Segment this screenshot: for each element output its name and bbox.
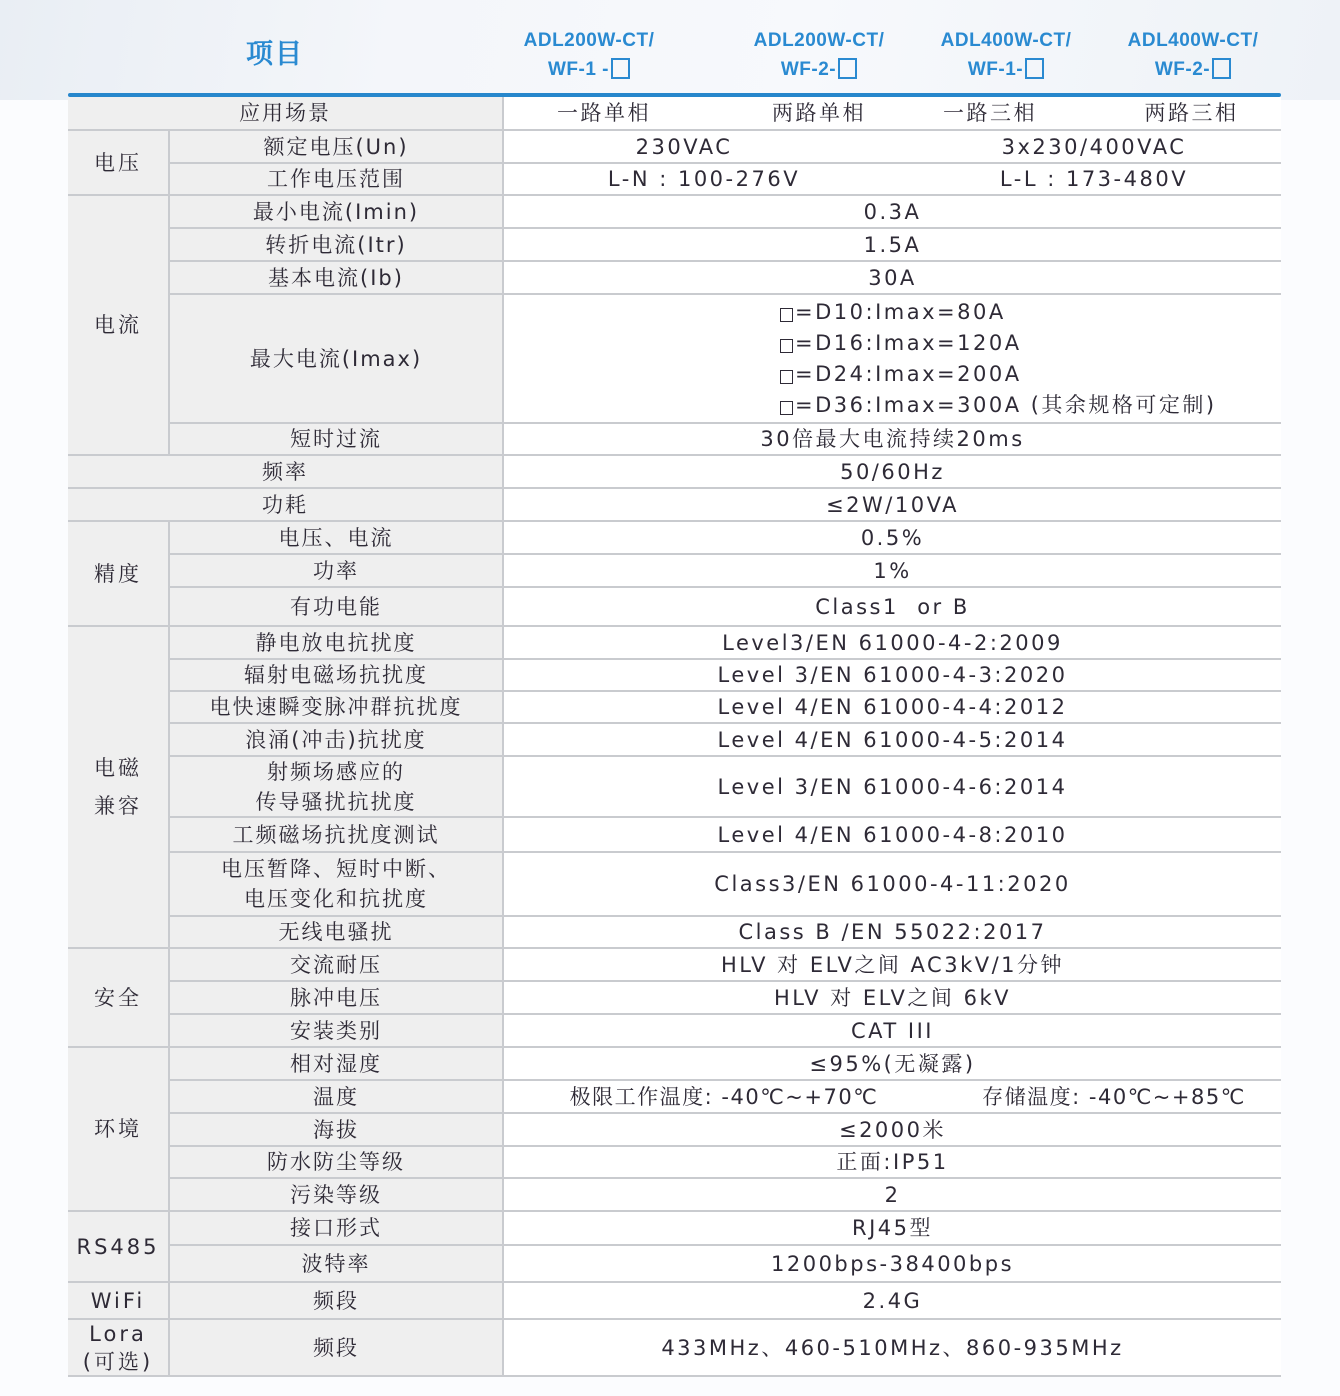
row-label: 工频磁场抗扰度测试 [170,818,504,851]
row-label: 基本电流(Ib) [170,262,504,293]
row-label: 转折电流(Itr) [170,229,504,260]
model-column-3 [923,26,1089,84]
row-value [504,295,1281,422]
three-phase-value: L-L : 173-480V [999,167,1189,191]
group-label-line2: (可选) [82,1349,154,1374]
row-value [504,1081,1281,1112]
model-2-line2 [736,55,902,84]
max-current-option [780,359,1022,390]
single-phase-value: L-N : 100-276V [607,167,801,191]
row-value: 433MHz、460-510MHz、860-935MHz [504,1320,1281,1375]
row-label: 安装类别 [170,1015,504,1046]
operating-temperature: 极限工作温度: -40℃~+70℃ [569,1084,879,1109]
row-label: 污染等级 [170,1179,504,1210]
model-1-line2 [506,55,672,84]
row-value: HLV 对 ELV之间 6kV [504,982,1281,1013]
row-value: Level 4/EN 61000-4-4:2012 [504,692,1281,722]
option-text: =D24:Imax=200A [795,361,1022,386]
row-label: 频段 [170,1320,504,1375]
row-label: 脉冲电压 [170,982,504,1013]
label-line1: 电压暂降、短时中断、 [221,857,451,881]
row-label: 频率 [68,456,504,487]
scenario-value-2: 两路单相 [772,101,866,125]
label-line2: 电压变化和抗扰度 [244,887,428,911]
table-row-install-category [170,1015,1281,1048]
model-3-line2 [923,55,1089,84]
row-label: 频段 [170,1283,504,1318]
model-column-1 [506,26,672,84]
row-label: 波特率 [170,1246,504,1281]
row-value: 1% [504,555,1281,586]
row-value: Class B /EN 55022:2017 [504,917,1281,947]
table-row-working-voltage [170,164,1281,196]
max-current-option [780,297,1006,328]
model-2-suffix: WF-2- [780,59,837,80]
row-value: 1.5A [504,229,1281,260]
row-value: 30倍最大电流持续20ms [504,424,1281,454]
three-phase-value: 3x230/400VAC [1001,134,1187,159]
row-label: 海拔 [170,1114,504,1145]
single-phase-value: 230VAC [635,134,733,159]
variant-box-icon [780,401,793,415]
row-value: 2 [504,1179,1281,1210]
row-value: Class3/EN 61000-4-11:2020 [504,853,1281,915]
row-label: 辐射电磁场抗扰度 [170,660,504,690]
table-row-basic-current [170,262,1281,295]
row-value: CAT III [504,1015,1281,1046]
row-value: ≤2W/10VA [504,489,1281,520]
group-label-line1: 电磁 [94,756,142,780]
table-row-radio-disturbance [170,917,1281,949]
variant-box-icon [611,58,630,79]
table-row-short-overcurrent [170,424,1281,456]
table-row-conducted [170,757,1281,818]
row-label: 有功电能 [170,588,504,625]
option-text: =D10:Imax=80A [795,299,1006,324]
model-3-line1: ADL400W-CT/ [940,30,1072,51]
storage-temperature: 存储温度: -40℃~+85℃ [982,1084,1246,1109]
row-label: 电压、电流 [170,522,504,553]
max-current-option [780,328,1022,359]
row-value [504,97,1281,129]
table-row-power-freq-magnetic [170,818,1281,853]
table-row-ip-rating [170,1147,1281,1179]
row-label: 防水防尘等级 [170,1147,504,1177]
row-value: Level 3/EN 61000-4-3:2020 [504,660,1281,690]
variant-box-icon [780,370,793,384]
row-value: 1200bps-38400bps [504,1246,1281,1281]
table-row-scenario [68,97,1281,131]
table-row-rated-voltage [170,131,1281,164]
row-value [504,131,1281,162]
model-4-suffix: WF-2- [1154,59,1211,80]
row-value: HLV 对 ELV之间 AC3kV/1分钟 [504,949,1281,980]
model-1-line1: ADL200W-CT/ [523,30,655,51]
row-label [170,853,504,915]
row-value: Level 4/EN 61000-4-8:2010 [504,818,1281,851]
max-current-option [780,390,1217,421]
table-row-esd [170,627,1281,660]
group-label-line1: Lora [89,1321,147,1346]
table-row-surge [170,724,1281,757]
row-label: 额定电压(Un) [170,131,504,162]
scenario-value-3: 一路三相 [943,101,1037,125]
model-2-line1: ADL200W-CT/ [753,30,885,51]
row-value [504,164,1281,194]
row-label: 相对湿度 [170,1048,504,1079]
row-label: 电快速瞬变脉冲群抗扰度 [170,692,504,722]
row-label: 交流耐压 [170,949,504,980]
max-current-options [780,297,1217,421]
table-row-max-current [170,295,1281,424]
row-value: 30A [504,262,1281,293]
row-value: 2.4G [504,1283,1281,1318]
group-emc [68,627,170,949]
table-row-interface [170,1212,1281,1246]
scenario-value-4: 两路三相 [1144,101,1239,125]
table-row-wifi-band [170,1283,1281,1320]
row-value: 正面:IP51 [504,1147,1281,1177]
model-3-suffix: WF-1- [967,59,1024,80]
row-value: ≤95%(无凝露) [504,1048,1281,1079]
table-row-frequency [68,456,1281,489]
table-row-acc-power [170,555,1281,588]
variant-box-icon [780,308,793,322]
group-label-line2: 兼容 [94,794,142,818]
row-label: 短时过流 [170,424,504,454]
row-value: ≤2000米 [504,1114,1281,1145]
header-title: 项目 [246,39,304,70]
group-lora [68,1320,170,1377]
row-label: 功耗 [68,489,504,520]
row-value: RJ45型 [504,1212,1281,1244]
row-value: 0.5% [504,522,1281,553]
table-row-power-consumption [68,489,1281,522]
table-row-transition-current [170,229,1281,262]
table-row-altitude [170,1114,1281,1147]
row-label: 功率 [170,555,504,586]
group-environment: 环境 [68,1048,170,1212]
group-voltage: 电压 [68,131,170,196]
model-4-line1: ADL400W-CT/ [1127,30,1259,51]
table-row-eft [170,692,1281,724]
model-column-2 [736,26,902,84]
model-1-suffix: WF-1 - [547,59,610,80]
group-wifi: WiFi [68,1283,170,1320]
group-safety: 安全 [68,949,170,1048]
row-label: 接口形式 [170,1212,504,1244]
table-row-impulse-voltage [170,982,1281,1015]
row-value: Level 4/EN 61000-4-5:2014 [504,724,1281,755]
table-row-min-current [170,196,1281,229]
row-value: 0.3A [504,196,1281,227]
table-row-temperature [170,1081,1281,1114]
row-label: 应用场景 [68,97,504,129]
group-accuracy: 精度 [68,522,170,627]
table-row-radiated [170,660,1281,692]
variant-box-icon [1025,58,1044,79]
row-value: 50/60Hz [504,456,1281,487]
scenario-value-1: 一路单相 [557,101,651,125]
row-label: 最小电流(Imin) [170,196,504,227]
table-row-pollution [170,1179,1281,1212]
row-label: 工作电压范围 [170,164,504,194]
table-row-lora-band [170,1320,1281,1377]
row-label: 温度 [170,1081,504,1112]
table-row-humidity [170,1048,1281,1081]
row-label: 静电放电抗扰度 [170,627,504,658]
group-rs485: RS485 [68,1212,170,1283]
row-label: 最大电流(Imax) [170,295,504,422]
table-row-acc-active-energy [170,588,1281,627]
table-row-baud-rate [170,1246,1281,1283]
variant-box-icon [838,58,857,79]
option-text: =D36:Imax=300A (其余规格可定制) [795,392,1217,417]
row-label: 浪涌(冲击)抗扰度 [170,724,504,755]
table-row-ac-withstand [170,949,1281,982]
variant-box-icon [1212,58,1231,79]
table-row-acc-voltage-current [170,522,1281,555]
row-value: Level 3/EN 61000-4-6:2014 [504,757,1281,816]
row-label: 无线电骚扰 [170,917,504,947]
model-4-line2 [1110,55,1276,84]
label-line2: 传导骚扰抗扰度 [255,789,417,814]
label-line1: 射频场感应的 [267,759,405,784]
table-header [0,0,1340,96]
row-value: Class1 or B [504,588,1281,625]
variant-box-icon [780,339,793,353]
row-label [170,757,504,816]
table-row-voltage-dips [170,853,1281,917]
group-current: 电流 [68,196,170,456]
option-text: =D16:Imax=120A [795,330,1022,355]
row-value: Level3/EN 61000-4-2:2009 [504,627,1281,658]
model-column-4 [1110,26,1276,84]
